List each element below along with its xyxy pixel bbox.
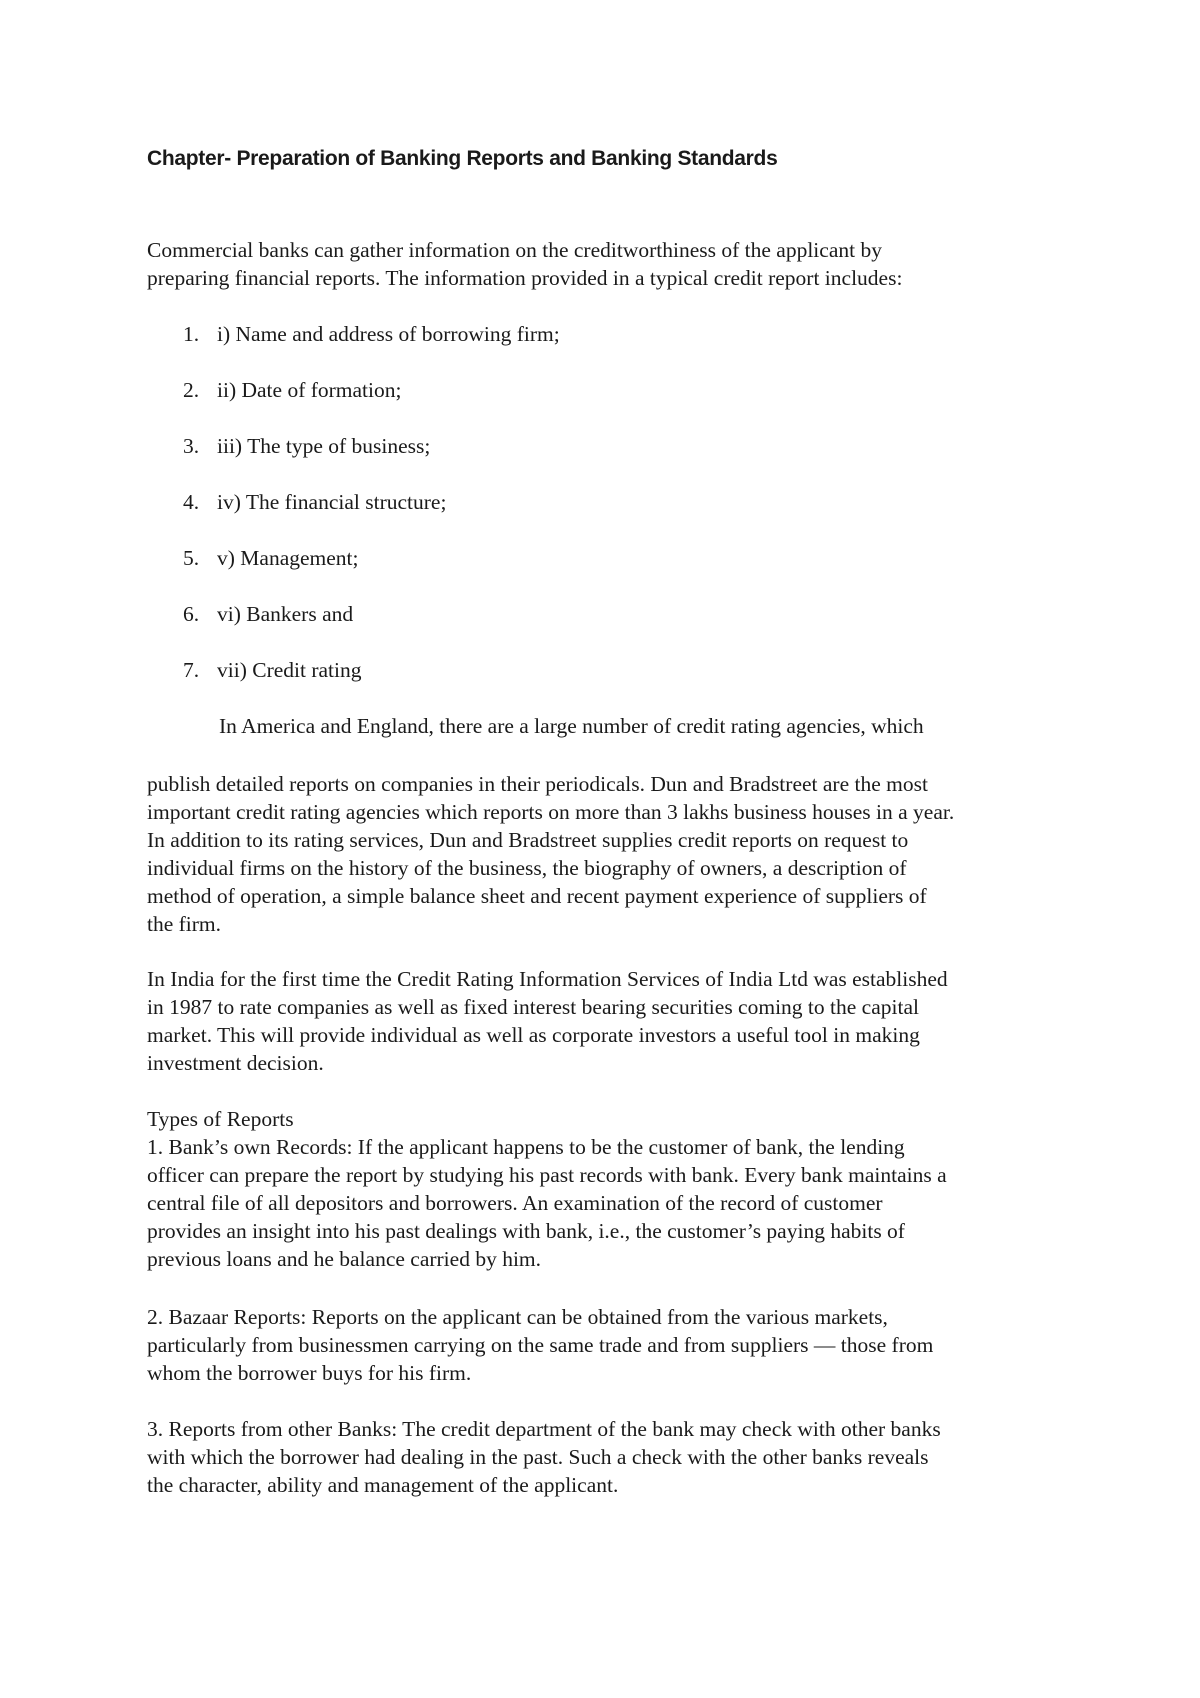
page-title: Chapter- Preparation of Banking Reports and Banking Standards [147,147,778,170]
intro-paragraph [147,236,1077,292]
list-number: 5. [183,546,200,570]
paragraph-line: the character, ability and management of the applicant. [147,1473,619,1497]
list-text: ii) Date of formation; [217,378,402,402]
list-item [183,488,446,516]
paragraph-line: Commercial banks can gather information on the creditworthiness of the applicant by [147,238,882,262]
india-paragraph [147,965,1077,1077]
list-text: v) Management; [217,546,359,570]
paragraph-line: method of operation, a simple balance sheet and recent payment experience of suppliers of [147,884,927,908]
paragraph-line: 3. Reports from other Banks: The credit department of the bank may check with other banks [147,1417,941,1441]
paragraph-line: market. This will provide individual as well as corporate investors a useful tool in making [147,1023,920,1047]
paragraph-line: 1. Bank’s own Records: If the applicant happens to be the customer of bank, the lending [147,1135,905,1159]
list-item [183,376,401,404]
paragraph-line: particularly from businessmen carrying on the same trade and from suppliers — those from [147,1333,934,1357]
paragraph-line: whom the borrower buys for his firm. [147,1361,472,1385]
list-number: 6. [183,602,200,626]
list-text: i) Name and address of borrowing firm; [217,322,560,346]
paragraph-line: individual firms on the history of the business, the biography of owners, a description of [147,856,907,880]
paragraph-line: important credit rating agencies which reports on more than 3 lakhs business houses in a year. [147,800,955,824]
list-number: 7. [183,658,200,682]
paragraph-line: with which the borrower had dealing in the past. Such a check with the other banks reveals [147,1445,929,1469]
list-text: vi) Bankers and [217,602,354,626]
list-item [183,544,359,572]
list-number: 4. [183,490,200,514]
paragraph-line: in 1987 to rate companies as well as fixed interest bearing securities coming to the capital [147,995,919,1019]
paragraph-line: central file of all depositors and borrowers. An examination of the record of customer [147,1191,883,1215]
america-paragraph [147,770,1077,938]
indented-line: In America and England, there are a large number of credit rating agencies, which [219,714,924,738]
paragraph-line: officer can prepare the report by studying his past records with bank. Every bank maintains a [147,1163,947,1187]
types-paragraph [147,1105,1077,1273]
list-item [183,320,560,348]
list-number: 1. [183,322,200,346]
list-text: iv) The financial structure; [217,490,447,514]
paragraph-line: the firm. [147,912,222,936]
paragraph-line: previous loans and he balance carried by him. [147,1247,542,1271]
paragraph-line: In India for the first time the Credit Rating Information Services of India Ltd was established [147,967,948,991]
list-text: iii) The type of business; [217,434,431,458]
paragraph-line: preparing financial reports. The information provided in a typical credit report includes: [147,266,903,290]
list-number: 2. [183,378,200,402]
list-text: vii) Credit rating [217,658,362,682]
other-banks-paragraph [147,1415,1077,1499]
list-item [183,600,353,628]
paragraph-line: 2. Bazaar Reports: Reports on the applicant can be obtained from the various markets, [147,1305,888,1329]
paragraph-line: investment decision. [147,1051,324,1075]
bazaar-paragraph [147,1303,1077,1387]
paragraph-line: Types of Reports [147,1107,294,1131]
paragraph-line: provides an insight into his past dealings with bank, i.e., the customer’s paying habits of [147,1219,905,1243]
list-number: 3. [183,434,200,458]
list-item [183,656,362,684]
paragraph-line: In addition to its rating services, Dun and Bradstreet supplies credit reports on request to [147,828,909,852]
paragraph-line: publish detailed reports on companies in their periodicals. Dun and Bradstreet are the most [147,772,928,796]
list-item [183,432,430,460]
